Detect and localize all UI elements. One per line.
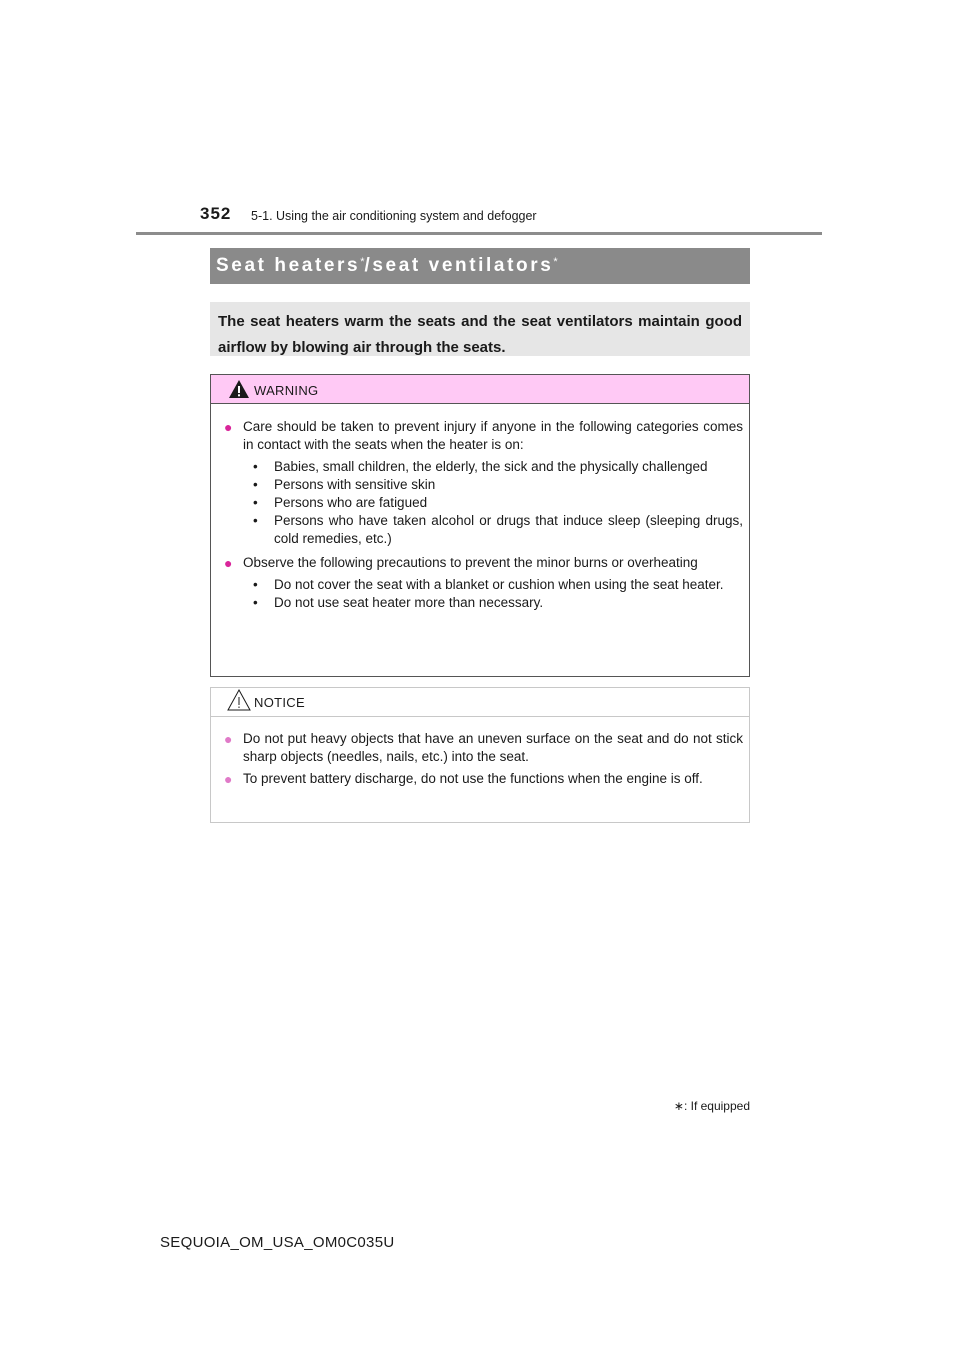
dot-icon: • bbox=[253, 459, 258, 474]
section-title-part2: /seat ventilators bbox=[364, 255, 554, 276]
warning-triangle-icon bbox=[228, 379, 250, 399]
warning-sub-item bbox=[243, 494, 743, 512]
section-title-part1: Seat heaters bbox=[216, 255, 361, 276]
warning-header bbox=[211, 375, 749, 404]
footnote: ∗: If equipped bbox=[673, 1099, 750, 1113]
section-title bbox=[210, 248, 750, 284]
warning-sub-item-text: Do not use seat heater more than necessary. bbox=[274, 595, 544, 610]
notice-header bbox=[211, 688, 749, 717]
warning-sub-item-text: Persons who are fatigued bbox=[274, 495, 428, 510]
dot-icon: • bbox=[253, 577, 258, 592]
warning-item bbox=[224, 418, 743, 548]
warning-sub-item bbox=[243, 594, 743, 612]
warning-sub-item bbox=[243, 512, 743, 548]
bullet-icon: ● bbox=[224, 419, 233, 435]
notice-triangle-icon bbox=[227, 688, 251, 712]
warning-sub-item-text: Persons who have taken alcohol or drugs that induce sleep (sleeping drugs, cold remedies, etc.) bbox=[274, 513, 743, 546]
notice-item-text: To prevent battery discharge, do not use the functions when the engine is off. bbox=[243, 771, 703, 786]
warning-item bbox=[224, 554, 743, 612]
warning-sub-item-text: Babies, small children, the elderly, the sick and the physically challenged bbox=[274, 459, 708, 474]
bullet-icon: ● bbox=[224, 555, 233, 571]
footer-document-code: SEQUOIA_OM_USA_OM0C035U bbox=[160, 1234, 395, 1251]
notice-body bbox=[211, 717, 749, 788]
warning-box bbox=[210, 374, 750, 677]
warning-sub-item bbox=[243, 476, 743, 494]
running-header: 5-1. Using the air conditioning system and defogger bbox=[251, 209, 537, 223]
warning-sub-list bbox=[243, 576, 743, 612]
warning-sub-item-text: Persons with sensitive skin bbox=[274, 477, 436, 492]
warning-sub-item bbox=[243, 576, 743, 594]
warning-sub-list bbox=[243, 458, 743, 548]
bullet-icon: ● bbox=[224, 771, 233, 787]
page-number: 352 bbox=[200, 204, 232, 223]
if-equipped-mark: * bbox=[360, 256, 365, 268]
warning-sub-item bbox=[243, 458, 743, 476]
dot-icon: • bbox=[253, 495, 258, 510]
warning-label: WARNING bbox=[254, 383, 319, 398]
header-rule bbox=[136, 232, 822, 235]
notice-item bbox=[224, 730, 743, 766]
if-equipped-mark: * bbox=[553, 256, 558, 268]
bullet-icon: ● bbox=[224, 731, 233, 747]
notice-item bbox=[224, 770, 743, 788]
warning-sub-item-text: Do not cover the seat with a blanket or cushion when using the seat heater. bbox=[274, 577, 724, 592]
warning-item-text: Observe the following precautions to prevent the minor burns or overheating bbox=[243, 555, 698, 570]
notice-box bbox=[210, 687, 750, 823]
dot-icon: • bbox=[253, 513, 258, 528]
notice-item-text: Do not put heavy objects that have an uneven surface on the seat and do not stick sharp objects (needles, nails, etc.) into the seat. bbox=[243, 731, 743, 764]
warning-body bbox=[211, 404, 749, 612]
intro-box: The seat heaters warm the seats and the seat ventilators maintain good airflow by blowing air through the seats. bbox=[210, 302, 750, 356]
notice-label: NOTICE bbox=[254, 695, 305, 710]
dot-icon: • bbox=[253, 595, 258, 610]
warning-item-text: Care should be taken to prevent injury if anyone in the following categories comes in contact with the seats when the heater is on: bbox=[243, 419, 743, 452]
dot-icon: • bbox=[253, 477, 258, 492]
